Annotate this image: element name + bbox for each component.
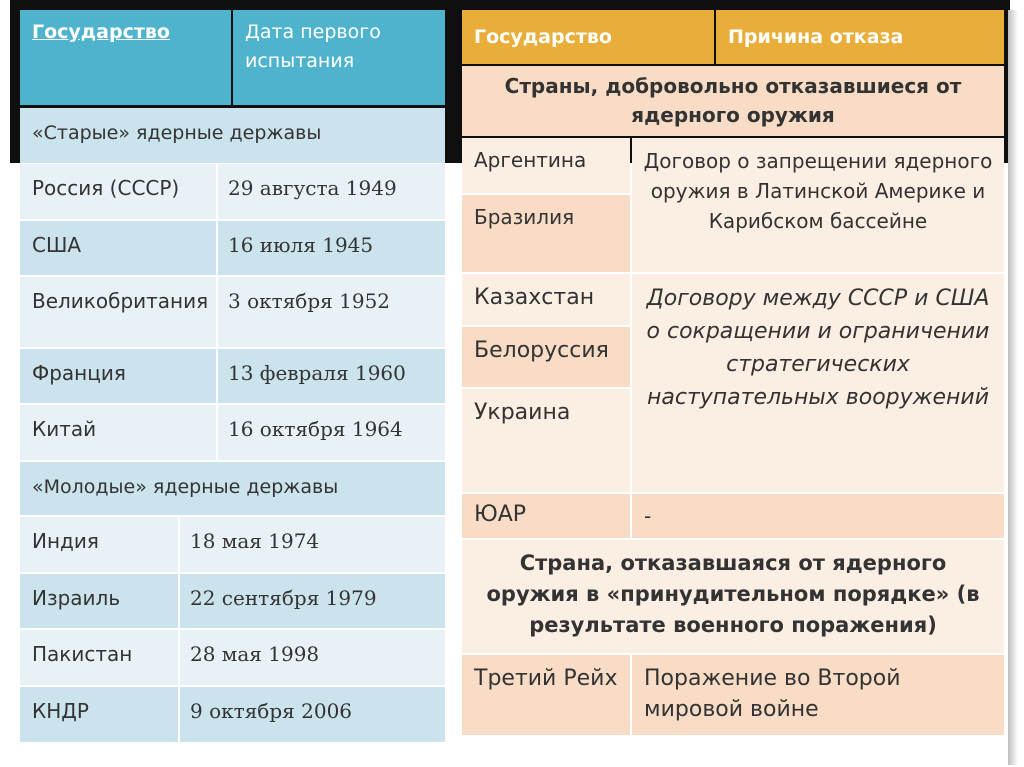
table-row-country: США — [20, 221, 216, 275]
table-row-reason: - — [632, 494, 1004, 538]
table-row-date: 16 июля 1945 — [218, 221, 445, 275]
table-row-country: Израиль — [20, 574, 178, 628]
table-row-reason: Договор о запрещении ядерного оружия в Латинской Америке и Карибском бассейне — [632, 138, 1004, 272]
table-row-date: 29 августа 1949 — [218, 164, 445, 219]
table-row-country: Великобритания — [20, 277, 216, 347]
table-row-date: 9 октября 2006 — [180, 687, 445, 742]
table-row-date: 16 октября 1964 — [218, 405, 445, 460]
table-row-country: Белоруссия — [462, 327, 630, 387]
table-row-country: Аргентина — [462, 138, 630, 193]
section-old-powers: «Старые» ядерные державы — [20, 108, 445, 163]
table-row-country: Россия (СССР) — [20, 164, 216, 219]
table-row-date: 18 мая 1974 — [180, 517, 445, 572]
header-reason: Причина отказа — [716, 10, 1004, 64]
table-row-country: Франция — [20, 349, 216, 403]
table-row-date: 22 сентября 1979 — [180, 574, 445, 628]
table-row-reason: Поражение во Второй мировой войне — [632, 655, 1004, 735]
table-row-country: Бразилия — [462, 195, 630, 272]
section-young-powers: «Молодые» ядерные державы — [20, 462, 445, 515]
table-row-country: Пакистан — [20, 630, 178, 685]
header-test-date: Дата первого испытания — [233, 10, 445, 105]
table-row-country: ЮАР — [462, 494, 630, 538]
table-row-date: 13 февраля 1960 — [218, 349, 445, 403]
table-row-date: 28 мая 1998 — [180, 630, 445, 685]
table-row-country: Третий Рейх — [462, 655, 630, 735]
table-row-reason: Договору между СССР и США о сокращении и ограничении стратегических наступательных вооружений — [632, 274, 1004, 492]
table-row-date: 3 октября 1952 — [218, 277, 445, 347]
section-voluntary: Страны, добровольно отказавшиеся от ядерного оружия — [462, 66, 1004, 136]
table-row-country: Китай — [20, 405, 216, 460]
section-forced: Страна, отказавшаяся от ядерного оружия в «принудительном порядке» (в результате военного поражения) — [462, 540, 1004, 653]
table-row-country: КНДР — [20, 687, 178, 742]
table-row-country: Индия — [20, 517, 178, 572]
header-state: Государство — [462, 10, 714, 64]
header-state: Государство — [20, 10, 231, 105]
page-shadow — [1008, 10, 1018, 765]
table-row-country: Казахстан — [462, 274, 630, 325]
table-row-country: Украина — [462, 389, 630, 492]
